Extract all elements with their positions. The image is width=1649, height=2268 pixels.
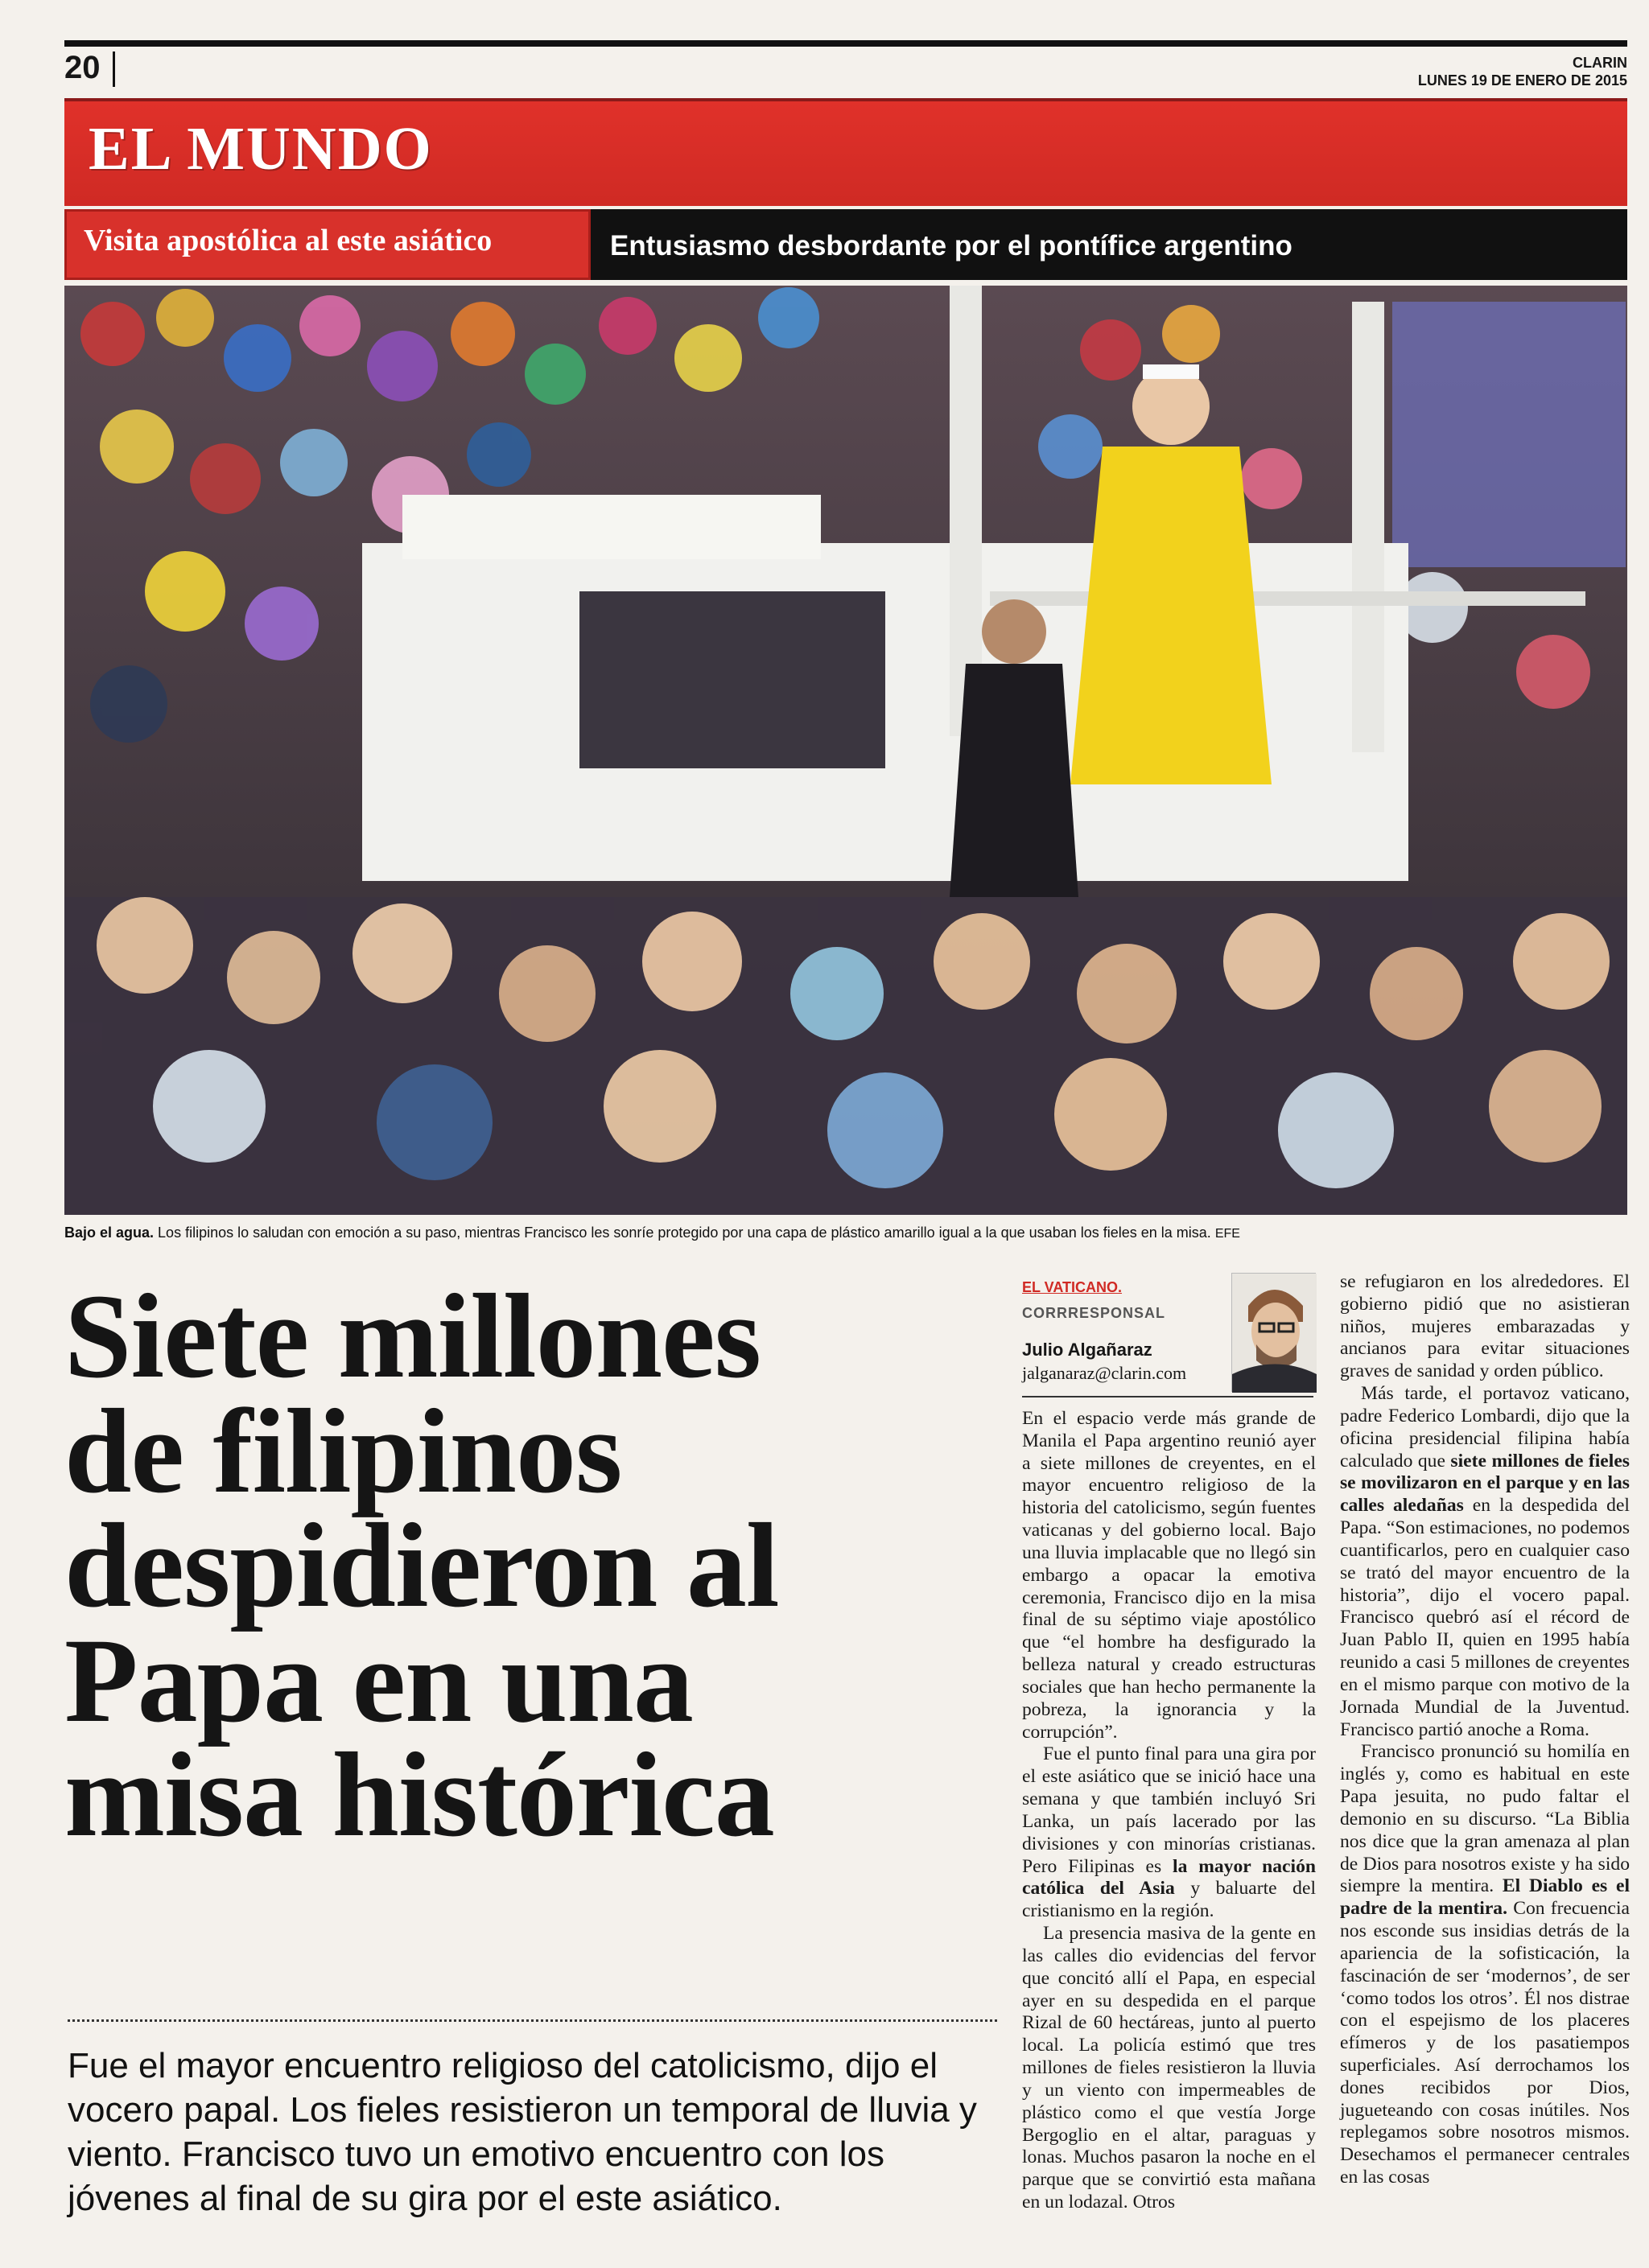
paragraph <box>1022 1743 1316 1923</box>
dek: Fue el mayor encuentro religioso del catolicismo, dijo el vocero papal. Los fieles resistieron un temporal de lluvia y viento. Francisco tuvo un emotivo encuentro con los jóvenes al final de su gira por el este asiático. <box>68 2046 977 2218</box>
paragraph: La presencia masiva de la gente en las calles dio evidencias del fervor que concitó allí el Papa, en especial ayer en su despedida en el parque Rizal de 60 hectáreas, junto al puerto local. La policía estimó que tres millones de fieles resistieron la lluvia y un viento con impermeables de plástico como el que vestía Jorge Bergoglio en el altar, paraguas y lonas. Muchos pasaron la noche en el parque que se convirtió esta mañana en un lodazal. Otros <box>1022 1923 1316 2212</box>
byline-role: CORRRESPONSAL <box>1022 1305 1166 1321</box>
paragraph: En el espacio verde más grande de Manila el Papa argentino reunió ayer a siete millones de creyentes, en el mayor encuentro religioso de la historia del catolicismo, según fuentes vaticanas y del gobierno local. Bajo una lluvia implacable que no llegó sin embargo a opacar la emotiva ceremonia, Francisco dijo en la misa final de su séptimo viaje apostólico que “el hombre ha desfigurado la belleza natural y creado estructuras sociales que han hecho permanente la pobreza, la ignorancia y la corrupción”. <box>1022 1408 1316 1743</box>
text-run: en la despedida del Papa. “Son estimaciones, no podemos cuantificarlos, pero en cualquier caso se trató del mayor encuentro de la historia”, dijo el vocero papal. Francisco quebró así el récord de Juan Pablo II, quien en 1995 había reunido a casi 5 millones de creyentes en el mismo parque con motivo de la Jornada Mundial de la Juventud. Francisco partió anoche a Roma. <box>1340 1495 1630 1740</box>
headline-line: Papa en una <box>64 1613 693 1747</box>
headline <box>64 1270 1014 1862</box>
headline-line: despidieron al <box>64 1499 779 1632</box>
byline-name: Julio Algañaraz <box>1022 1340 1152 1360</box>
subheader: Entusiasmo desbordante por el pontífice argentino <box>610 230 1292 261</box>
headline-line: misa histórica <box>64 1728 774 1862</box>
byline-location: EL VATICANO. <box>1022 1279 1123 1295</box>
paragraph <box>1340 1383 1630 1741</box>
section-title: EL MUNDO <box>89 115 433 183</box>
byline-email[interactable]: jalganaraz@clarin.com <box>1022 1363 1187 1383</box>
article-column-1 <box>1022 1408 1316 2214</box>
page-number: 20 <box>64 50 101 85</box>
publication-date: LUNES 19 DE ENERO DE 2015 <box>1417 72 1627 88</box>
author-portrait-icon <box>1232 1274 1317 1393</box>
paragraph <box>1340 1741 1630 2189</box>
article-column-2 <box>1340 1271 1630 2189</box>
kicker: Visita apostólica al este asiático <box>84 224 493 257</box>
headline-line: Siete millones <box>64 1270 761 1403</box>
author-photo <box>1231 1273 1316 1392</box>
lead-photo-illustration <box>64 286 1627 1215</box>
top-rule <box>64 40 1627 47</box>
headline-line: de filipinos <box>64 1384 622 1518</box>
caption-text: Los filipinos lo saludan con emoción a su paso, mientras Francisco les sonríe protegido por una capa de plástico amarillo igual a la que usaban los fieles en la misa. <box>154 1225 1211 1241</box>
text-run-bold: El Diablo es el padre de la mentira. <box>1340 1875 1630 1920</box>
text-run: y baluarte del cristianismo en la región. <box>1022 1878 1316 1922</box>
caption-lead: Bajo el agua. <box>64 1225 155 1241</box>
lead-photo <box>64 286 1627 1215</box>
text-run-bold: la mayor nación católica del Asia <box>1022 1855 1317 1900</box>
text-run: Con frecuencia nos esconde sus insidias detrás de la apariencia de la sofisticación, la fascinación de ser ‘modernos’, de ser ‘como todos los otros’. Él nos distrae con el espejismo de los placeres efímeros y de los pasatiempos superficiales. Así derrochamos los dones recibidos por Dios, jugueteando con cosas inútiles. Nos replegamos sobre nosotros mismos. Desechamos el permanecer centrales en las cosas <box>1340 1898 1630 2188</box>
photo-credit: EFE <box>1214 1227 1240 1241</box>
text-run: Fue el punto final para una gira por el este asiático que se inició hace una semana y que también incluyó Sri Lanka, un país lacerado por las divisiones y con minorías cristianas. Pero Filipinas es <box>1022 1743 1316 1877</box>
byline-rule <box>1022 1396 1313 1397</box>
dek-rule <box>68 2019 997 2022</box>
page-number-divider <box>113 51 115 87</box>
paragraph: se refugiaron en los alrededores. El gobierno pidió que no asistieran niños, mujeres embarazadas y ancianos para evitar situaciones graves de sanidad y orden público. <box>1340 1271 1630 1382</box>
foreground-crowd <box>64 897 1627 1215</box>
text-run: Más tarde, el portavoz vaticano, padre Federico Lombardi, dijo que la oficina presidencial filipina había calculado que <box>1340 1383 1630 1472</box>
photo-caption <box>64 1225 1627 1241</box>
text-run-bold: siete millones de fieles se movilizaron en el parque y en las calles aledañas <box>1340 1450 1630 1517</box>
publication-name: CLARIN <box>1573 55 1627 71</box>
text-run: Francisco pronunció su homilía en inglés y, como es habitual en este Papa jesuita, no pudo faltar el demonio en su discurso. “La Biblia nos dice que la gran amenaza al plan de Dios para nosotros existe y ha sido siempre la mentira. <box>1340 1741 1630 1897</box>
